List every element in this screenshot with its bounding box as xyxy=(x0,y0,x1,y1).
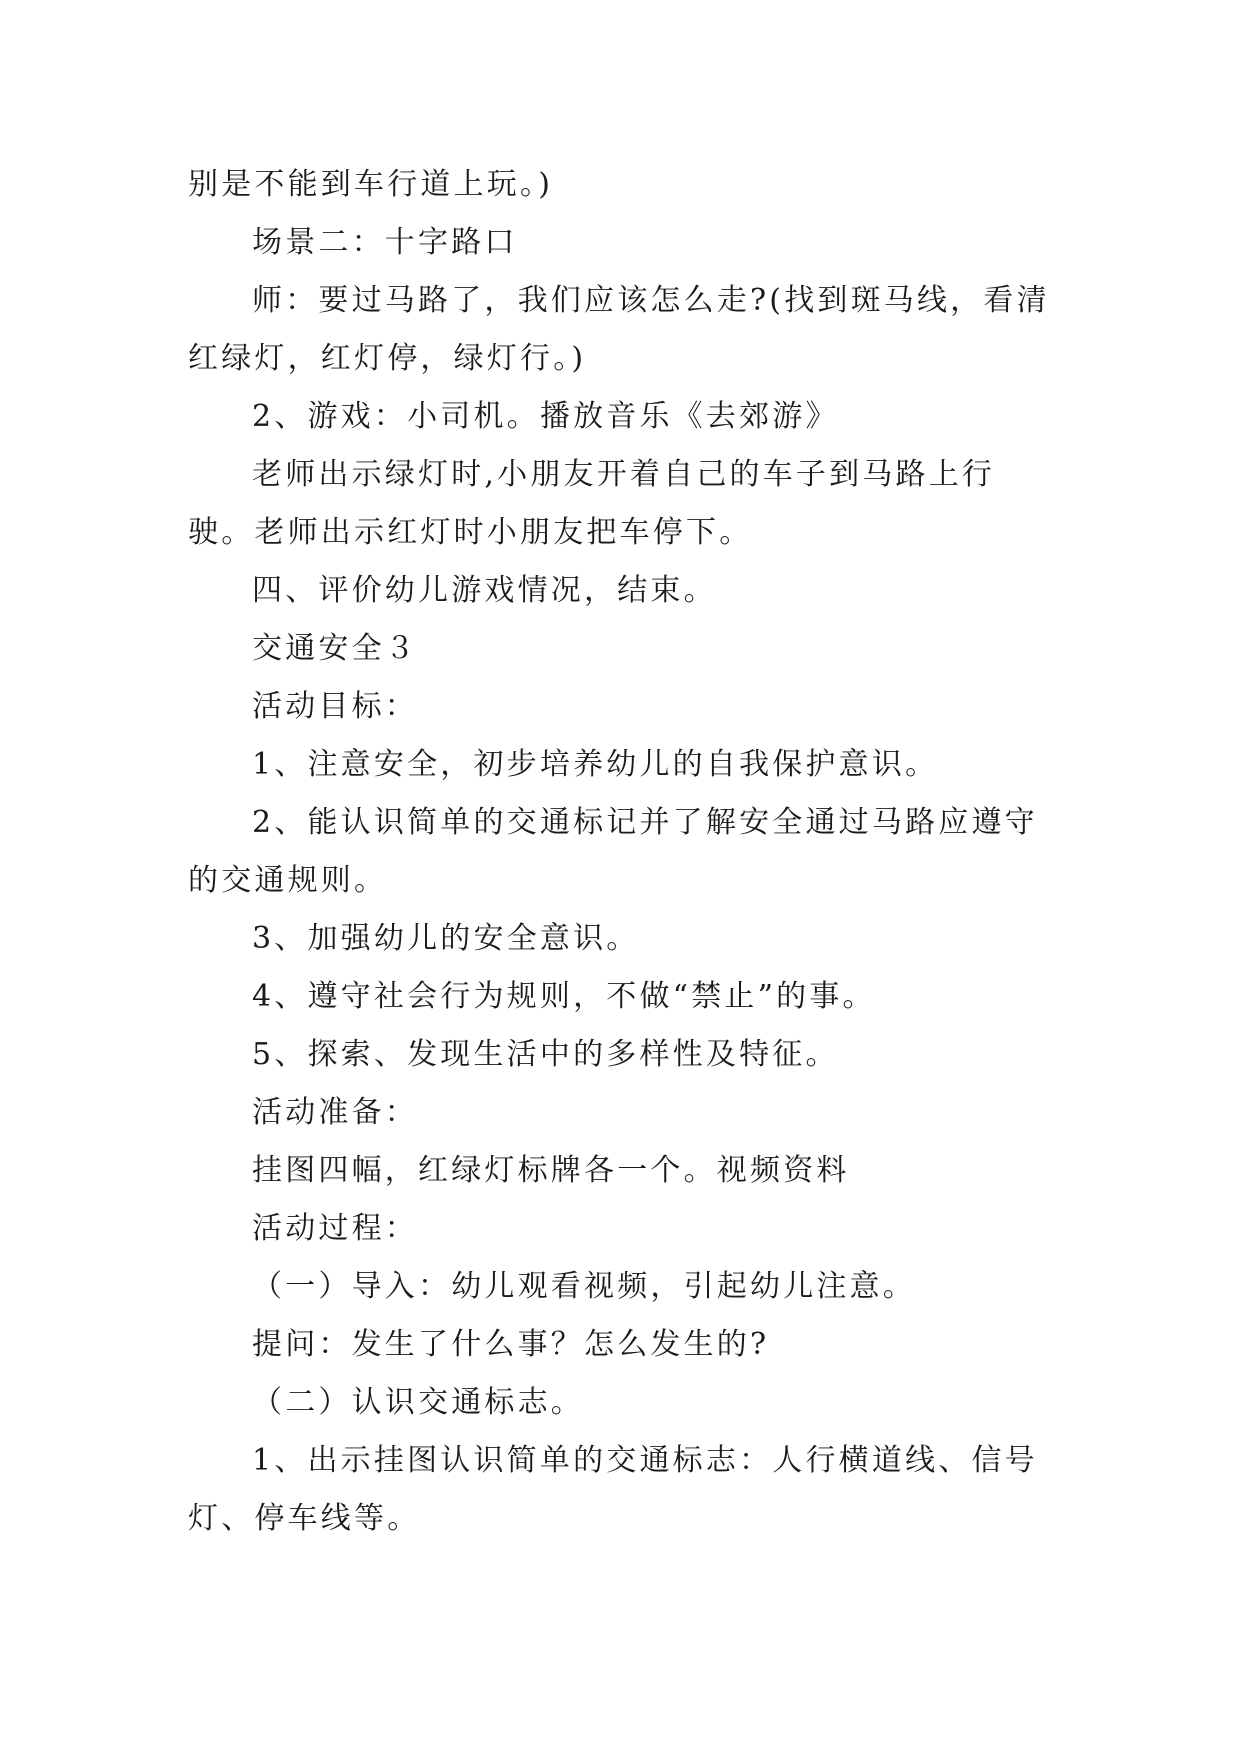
heading-activity-goals: 活动目标： xyxy=(252,689,418,724)
goal-item-2: 2、能认识简单的交通标记并了解安全通过马路应遵守的交通规则。 xyxy=(188,805,1038,898)
section-title-traffic-safety-3: 交通安全３ xyxy=(252,631,418,666)
heading-activity-preparation: 活动准备： xyxy=(252,1095,418,1130)
goal-item-5: 5、探索、发现生活中的多样性及特征。 xyxy=(252,1037,839,1072)
process-step-intro: （一）导入：幼儿观看视频，引起幼儿注意。 xyxy=(252,1269,916,1304)
goal-item-4: 4、遵守社会行为规则，不做“禁止”的事。 xyxy=(252,979,876,1014)
paragraph-scene-two: 场景二：十字路口 xyxy=(252,225,518,260)
paragraph-game-rules: 老师出示绿灯时,小朋友开着自己的车子到马路上行驶。老师出示红灯时小朋友把车停下。 xyxy=(188,457,996,550)
goal-item-1: 1、注意安全，初步培养幼儿的自我保护意识。 xyxy=(252,747,939,782)
process-question: 提问：发生了什么事？怎么发生的? xyxy=(252,1327,770,1362)
goal-item-3: 3、加强幼儿的安全意识。 xyxy=(252,921,640,956)
paragraph-teacher-question: 师：要过马路了，我们应该怎么走?(找到斑马线，看清红绿灯，红灯停，绿灯行。) xyxy=(188,283,1050,376)
heading-activity-process: 活动过程： xyxy=(252,1211,418,1246)
paragraph-game: 2、游戏：小司机。播放音乐《去郊游》 xyxy=(252,399,839,434)
preparation-materials: 挂图四幅，红绿灯标牌各一个。视频资料 xyxy=(252,1153,850,1188)
process-signs-item-1: 1、出示挂图认识简单的交通标志：人行横道线、信号灯、停车线等。 xyxy=(188,1443,1038,1536)
process-step-signs: （二）认识交通标志。 xyxy=(252,1385,584,1420)
paragraph-evaluation: 四、评价幼儿游戏情况，结束。 xyxy=(252,573,717,608)
paragraph-continuation: 别是不能到车行道上玩。) xyxy=(188,167,554,202)
document-page xyxy=(188,156,1058,1548)
